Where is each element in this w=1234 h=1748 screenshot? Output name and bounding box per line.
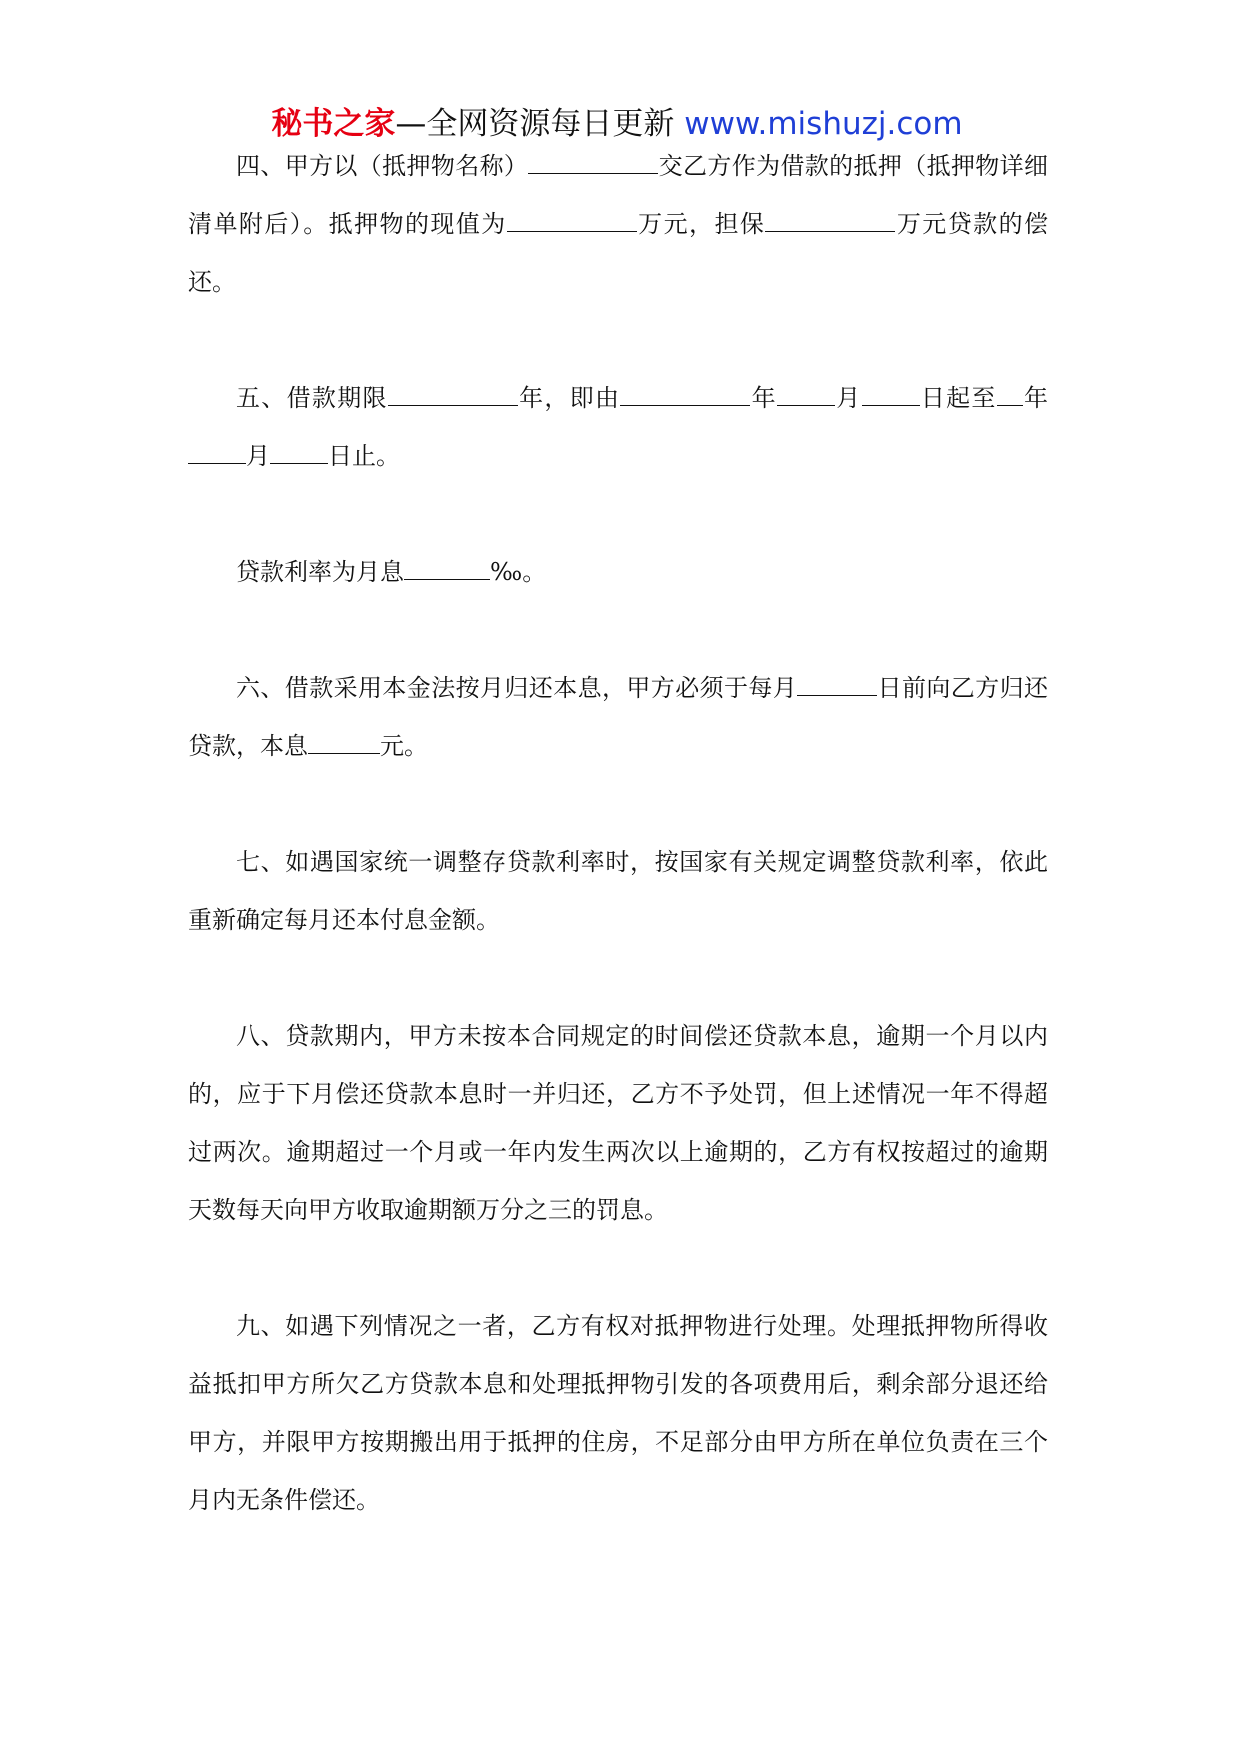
blank-end-month [188,462,246,464]
blank-repayment-amount [308,752,380,754]
clause-8: 八、贷款期内，甲方未按本合同规定的时间偿还贷款本息，逾期一个月以内的，应于下月偿还贷款本息时一并归还，乙方不予处罚，但上述情况一年不得超过两次。逾期超过一个月或一年内发生两次以上逾期的，乙方有权按超过的逾期天数每天向甲方收取逾期额万分之三的罚息。 [188,1022,1048,1224]
clause-5: 五、借款期限 年，即由 年 月 日起至 年月 日止。 [188,369,1048,485]
blank-monthly-rate [404,578,490,580]
clause-4: 四、甲方以（抵押物名称） 交乙方作为借款的抵押（抵押物详细清单附后）。抵押物的现值为 万元，担保 万元贷款的偿还。 [188,152,1049,296]
blank-loan-term [388,404,518,406]
blank-collateral-name [528,172,658,174]
blank-end-day [270,462,328,464]
blank-collateral-value [507,230,637,232]
site-brand: 秘书之家 [271,106,396,142]
site-url[interactable]: www.mishuzj.com [684,106,963,142]
contract-body [188,137,1048,1529]
blank-repayment-day [797,694,877,696]
blank-start-year [620,404,750,406]
clause-7: 七、如遇国家统一调整存贷款利率时，按国家有关规定调整贷款利率，依此重新确定每月还本付息金额。 [188,848,1048,934]
interest-rate-line: 贷款利率为月息 ‰。 [236,558,547,586]
blank-start-day [862,404,920,406]
blank-end-year [997,404,1023,406]
site-tagline: —全网资源每日更新 [395,106,685,142]
blank-start-month [777,404,835,406]
clause-9: 九、如遇下列情况之一者，乙方有权对抵押物进行处理。处理抵押物所得收益抵扣甲方所欠乙方贷款本息和处理抵押物引发的各项费用后，剩余部分退还给甲方，并限甲方按期搬出用于抵押的住房，不足部分由甲方所在单位负责在三个月内无条件偿还。 [188,1312,1048,1514]
clause-6: 六、借款采用本金法按月归还本息，甲方必须于每月 日前向乙方归还贷款，本息 元。 [188,674,1049,760]
blank-guaranteed-amount [765,230,895,232]
